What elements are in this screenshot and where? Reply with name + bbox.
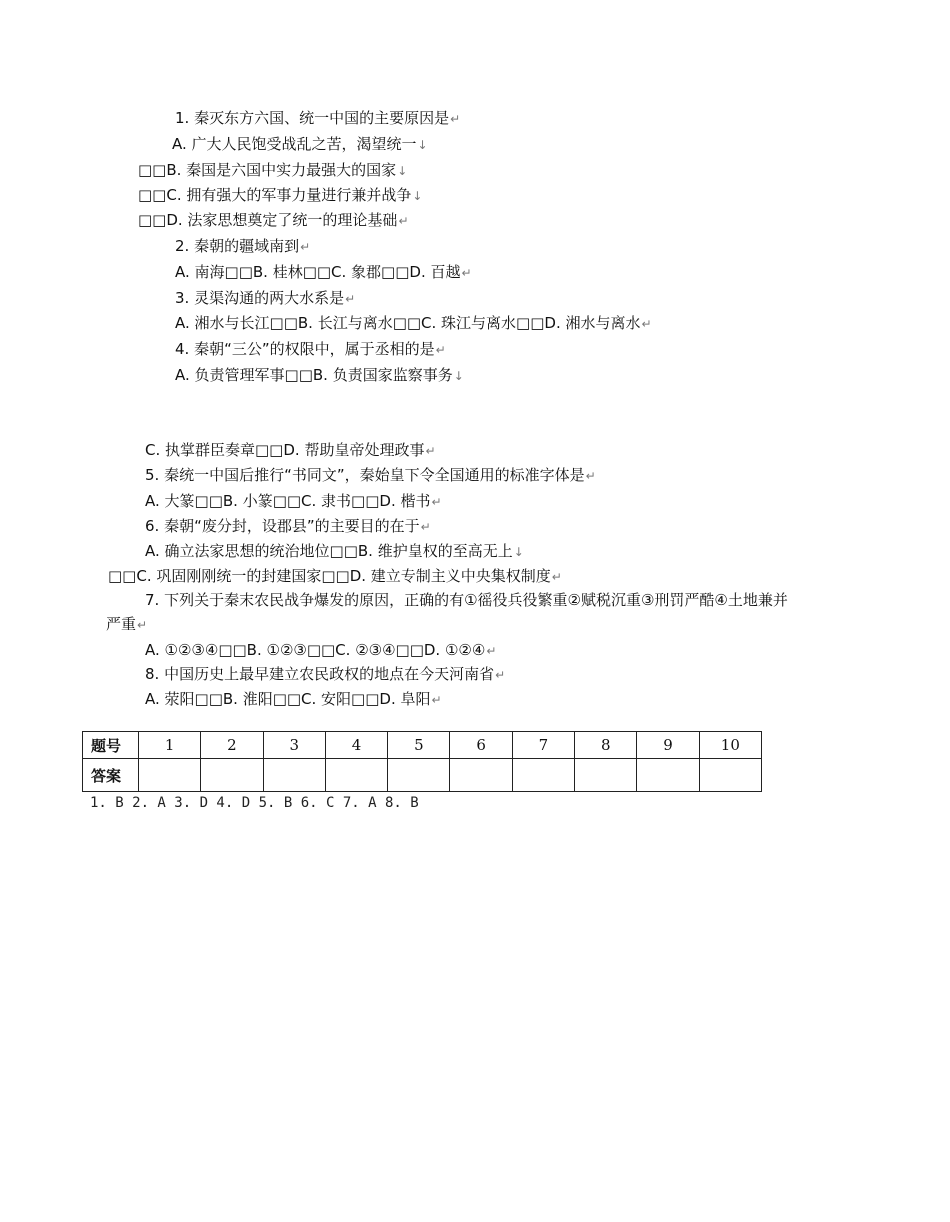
question-8: 8. 中国历史上最早建立农民政权的地点在今天河南省↵	[145, 665, 506, 683]
question-8-options: A. 荥阳□□B. 淮阳□□C. 安阳□□D. 阜阳↵	[145, 690, 442, 708]
question-4-options-cd: C. 执掌群臣奏章□□D. 帮助皇帝处理政事↵	[145, 441, 436, 459]
question-7-continued: 严重↵	[106, 615, 148, 633]
question-number-cell: 9	[637, 732, 699, 759]
question-number-header: 题号	[83, 732, 139, 759]
answer-cell[interactable]	[201, 759, 263, 792]
question-5: 5. 秦统一中国后推行“书同文”，秦始皇下令全国通用的标准字体是↵	[145, 466, 596, 484]
question-number-cell: 3	[263, 732, 325, 759]
question-1-option-c: □□C. 拥有强大的军事力量进行兼并战争↓	[138, 186, 423, 204]
answer-header: 答案	[83, 759, 139, 792]
question-number-cell: 10	[699, 732, 761, 759]
answer-cell[interactable]	[450, 759, 512, 792]
question-7-options: A. ①②③④□□B. ①②③□□C. ②③④□□D. ①②④↵	[145, 641, 497, 659]
question-7: 7. 下列关于秦末农民战争爆发的原因，正确的有①徭役兵役繁重②赋税沉重③刑罚严酷④土地兼并	[145, 591, 788, 609]
question-6-options-ab: A. 确立法家思想的统治地位□□B. 维护皇权的至高无上↓	[145, 542, 524, 560]
question-3-options: A. 湘水与长江□□B. 长江与离水□□C. 珠江与离水□□D. 湘水与离水↵	[175, 314, 652, 332]
answer-cell[interactable]	[388, 759, 450, 792]
question-2-options: A. 南海□□B. 桂林□□C. 象郡□□D. 百越↵	[175, 263, 472, 281]
answer-cell[interactable]	[512, 759, 574, 792]
question-number-cell: 1	[139, 732, 201, 759]
question-1-option-b: □□B. 秦国是六国中实力最强大的国家↓	[138, 161, 408, 179]
question-6-options-cd: □□C. 巩固刚刚统一的封建国家□□D. 建立专制主义中央集权制度↵	[108, 567, 562, 585]
question-number-cell: 2	[201, 732, 263, 759]
question-number-cell: 7	[512, 732, 574, 759]
question-1: 1. 秦灭东方六国、统一中国的主要原因是↵	[175, 109, 461, 127]
answer-key: 1. B 2. A 3. D 4. D 5. B 6. C 7. A 8. B	[90, 795, 419, 811]
answer-cell[interactable]	[139, 759, 201, 792]
question-4: 4. 秦朝“三公”的权限中，属于丞相的是↵	[175, 340, 446, 358]
answer-table-answer-row	[83, 759, 762, 792]
answer-table	[82, 731, 762, 792]
question-number-cell: 6	[450, 732, 512, 759]
answer-cell[interactable]	[699, 759, 761, 792]
question-number-cell: 4	[325, 732, 387, 759]
answer-cell[interactable]	[263, 759, 325, 792]
answer-table-number-row	[83, 732, 762, 759]
answer-cell[interactable]	[575, 759, 637, 792]
question-1-option-d: □□D. 法家思想奠定了统一的理论基础↵	[138, 211, 409, 229]
question-4-options-ab: A. 负责管理军事□□B. 负责国家监察事务↓	[175, 366, 464, 384]
question-number-cell: 8	[575, 732, 637, 759]
question-1-option-a: A. 广大人民饱受战乱之苦，渴望统一↓	[172, 135, 428, 153]
question-5-options: A. 大篆□□B. 小篆□□C. 隶书□□D. 楷书↵	[145, 492, 442, 510]
answer-cell[interactable]	[637, 759, 699, 792]
question-6: 6. 秦朝“废分封，设郡县”的主要目的在于↵	[145, 517, 431, 535]
answer-cell[interactable]	[325, 759, 387, 792]
question-number-cell: 5	[388, 732, 450, 759]
question-3: 3. 灵渠沟通的两大水系是↵	[175, 289, 356, 307]
question-2: 2. 秦朝的疆域南到↵	[175, 237, 311, 255]
